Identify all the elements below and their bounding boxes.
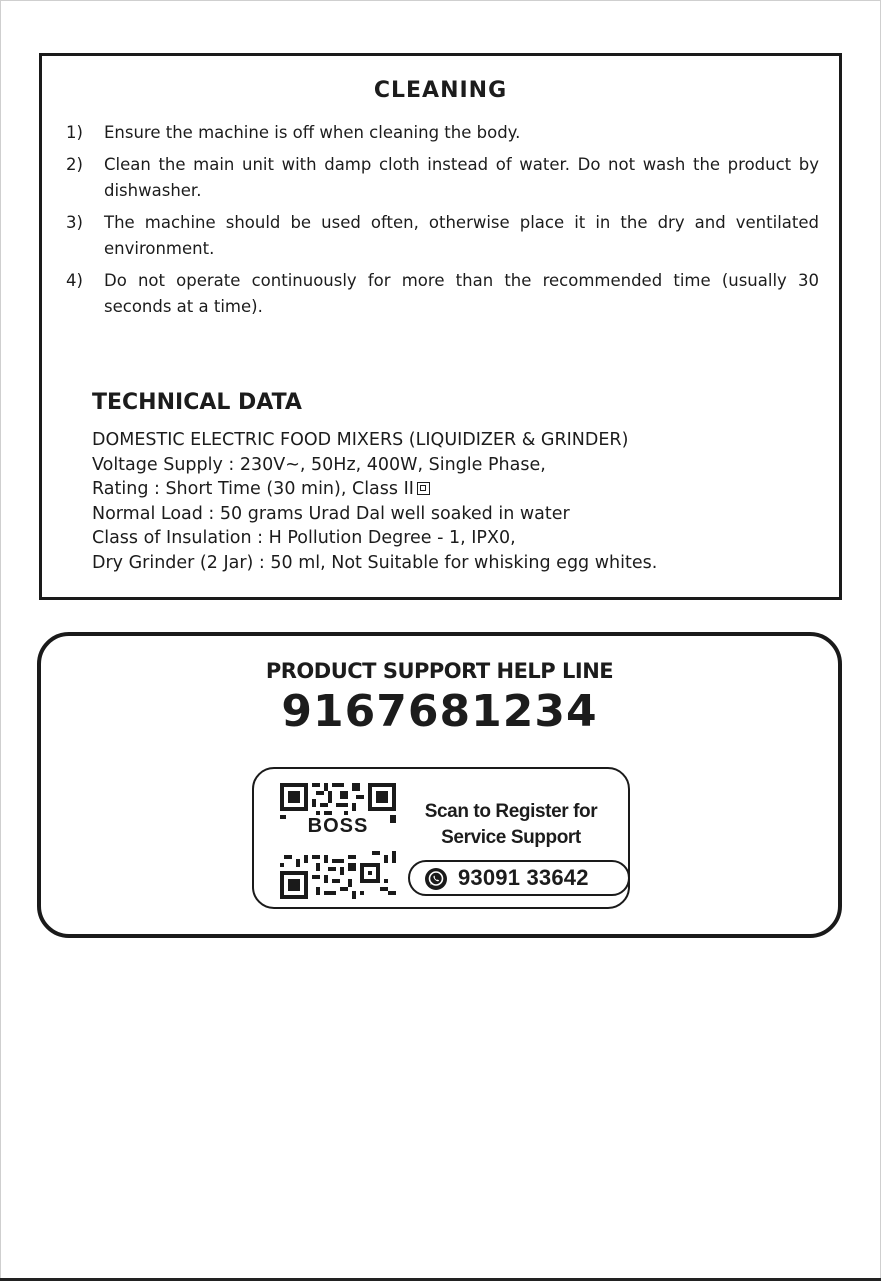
- cleaning-technical-panel: [39, 53, 842, 600]
- cleaning-title: CLEANING: [373, 78, 508, 103]
- whatsapp-icon: [424, 867, 448, 891]
- technical-line: DOMESTIC ELECTRIC FOOD MIXERS (LIQUIDIZER & GRINDER): [92, 430, 629, 450]
- list-item: [66, 268, 819, 320]
- qr-brand-label: BOSS: [286, 815, 390, 837]
- technical-data-title: TECHNICAL DATA: [92, 390, 302, 415]
- technical-line: Class of Insulation : H Pollution Degree - 1, IPX0,: [92, 528, 516, 548]
- scan-register-text: [404, 799, 618, 851]
- technical-line: Voltage Supply : 230V~, 50Hz, 400W, Single Phase,: [92, 454, 546, 475]
- technical-line: Dry Grinder (2 Jar) : 50 ml, Not Suitable for whisking egg whites.: [92, 552, 658, 573]
- list-item-text: Ensure the machine is off when cleaning the body.: [104, 123, 521, 142]
- support-title: PRODUCT SUPPORT HELP LINE: [265, 659, 614, 683]
- list-item-number: 1): [66, 123, 83, 142]
- list-item-text: The machine should be used often, otherwise place it in the dry and ventilated environment.: [104, 213, 819, 258]
- list-item-text: Clean the main unit with damp cloth instead of water. Do not wash the product by dishwasher.: [104, 155, 819, 200]
- technical-line-text: Rating : Short Time (30 min), Class II: [92, 479, 414, 499]
- technical-line-rating: [92, 477, 812, 502]
- whatsapp-contact-pill[interactable]: [408, 860, 630, 896]
- scan-text-line2: Service Support: [441, 827, 581, 848]
- scan-text-line1: Scan to Register for: [424, 801, 598, 822]
- technical-data-lines: [92, 428, 812, 575]
- class-ii-icon: [417, 482, 430, 495]
- qr-code[interactable]: [280, 783, 396, 899]
- whatsapp-number: 93091 33642: [458, 865, 589, 890]
- technical-line: Normal Load : 50 grams Urad Dal well soaked in water: [92, 503, 570, 524]
- list-item-number: 3): [66, 213, 83, 232]
- helpline-number[interactable]: 9167681234: [281, 686, 598, 737]
- list-item: [66, 152, 819, 204]
- cleaning-list: [66, 120, 819, 326]
- list-item: [66, 120, 819, 146]
- list-item: [66, 210, 819, 262]
- product-support-panel: [37, 632, 842, 938]
- list-item-text: Do not operate continuously for more than the recommended time (usually 30 seconds at a time).: [104, 271, 819, 316]
- list-item-number: 2): [66, 155, 83, 174]
- list-item-number: 4): [66, 271, 83, 290]
- qr-register-card: [252, 767, 630, 909]
